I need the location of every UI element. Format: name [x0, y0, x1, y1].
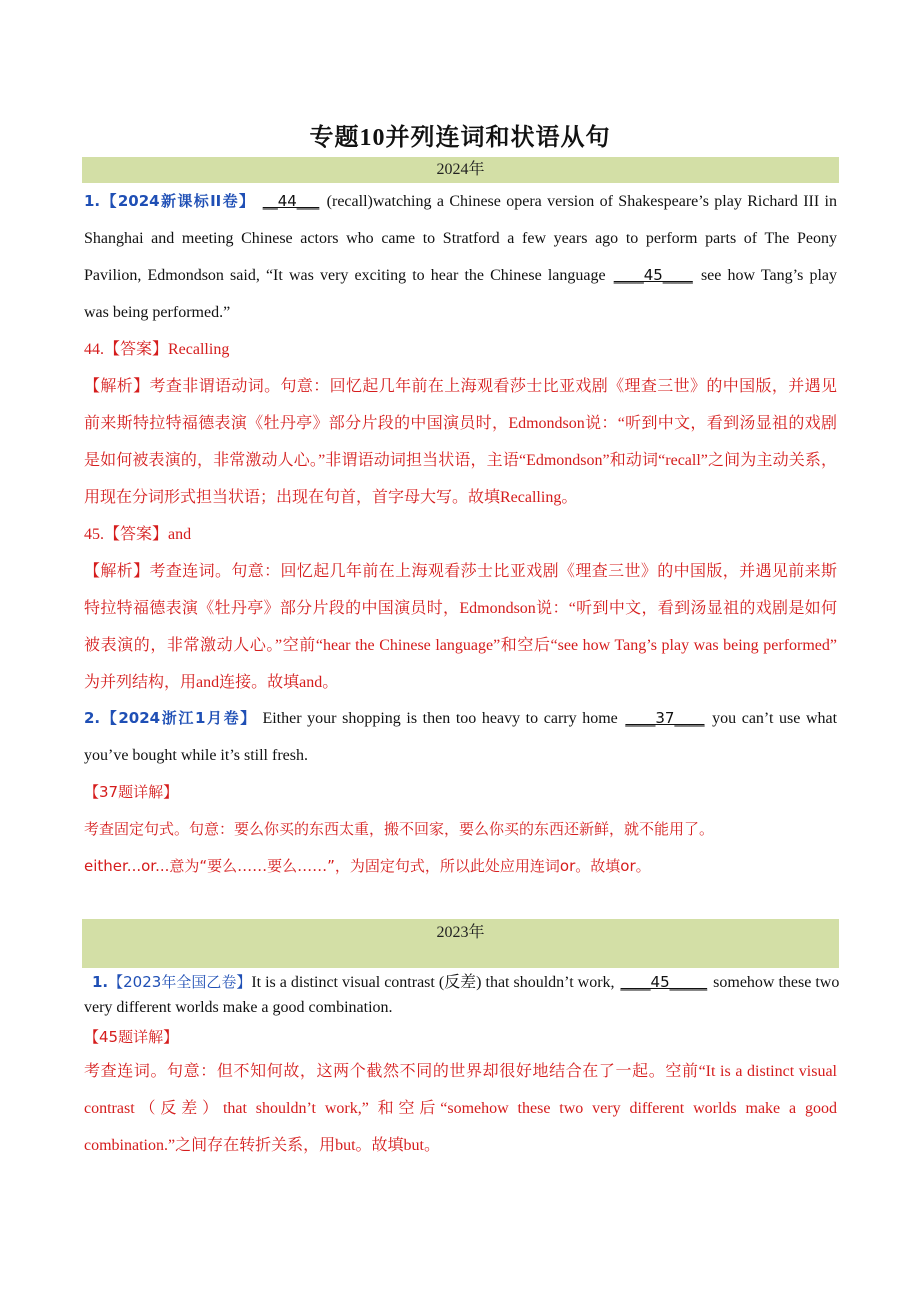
- explanation-heading: 【37题详解】: [84, 783, 179, 801]
- question-text: see how Tang’s play: [700, 267, 838, 284]
- explanation-heading: 【45题详解】: [84, 1028, 179, 1046]
- explanation-45: [84, 1021, 837, 1164]
- question-text: Either your shopping is then too heavy to carry home: [262, 710, 618, 727]
- analysis-line: 【解析】考查非谓语动词。句意：回忆起几年前在上海观看莎士比亚戏剧《理查三世》的中国版，并遇见: [84, 378, 837, 395]
- question-text: Pavilion, Edmondson said, “It was very exciting to hear the Chinese language: [84, 267, 606, 284]
- analysis-line: 【解析】考查连词。句意：回忆起几年前在上海观看莎士比亚戏剧《理查三世》的中国版，并遇见前来斯: [84, 563, 837, 580]
- question-text: (recall)watching a Chinese opera version of Shakespeare’s play Richard III in: [326, 193, 838, 210]
- explanation-line: 考查固定句式。句意：要么你买的东西太重，搬不回家，要么你买的东西还新鲜，就不能用了。: [84, 820, 715, 838]
- question-text-line: Shanghai and meeting Chinese actors who came to Stratford a few years ago to perform parts of The Peony: [84, 230, 837, 247]
- analysis-line: 用现在分词形式担当状语；出现在句首，首字母大写。故填Recalling。: [84, 489, 578, 506]
- year-header-2023: 2023年: [82, 919, 839, 968]
- question-2024-1: [84, 183, 837, 331]
- analysis-line: 特拉特福德表演《牡丹亭》部分片段的中国演员时，Edmondson说：“听到中文，看到汤显祖的戏剧是如何: [84, 600, 837, 617]
- question-number: 1.: [84, 192, 101, 210]
- answer-label: 45.【答案】and: [84, 526, 192, 543]
- explanation-37: [84, 774, 837, 885]
- analysis-line: 前来斯特拉特福德表演《牡丹亭》部分片段的中国演员时，Edmondson说：“听到中文，看到汤显祖的戏剧: [84, 415, 837, 432]
- question-number: 1.: [92, 973, 109, 991]
- analysis-line: 是如何被表演的，非常激动人心。”非谓语动词担当状语，主语“Edmondson”和动词“recall”之间为主动关系，: [84, 452, 837, 469]
- question-text-line: you’ve bought while it’s still fresh.: [84, 747, 308, 764]
- blank-37: ____37____: [625, 709, 705, 727]
- explanation-line: 考查连词。句意：但不知何故，这两个截然不同的世界却很好地结合在了一起。空前“It is a distinct visual: [84, 1063, 837, 1080]
- question-text: somehow these two: [713, 974, 840, 991]
- blank-45: ____45_____: [620, 973, 708, 991]
- question-2023-1: [84, 970, 840, 1020]
- analysis-line: 为并列结构，用and连接。故填and。: [84, 674, 339, 691]
- answer-label: 44.【答案】Recalling: [84, 341, 230, 358]
- blank-44: __44___: [262, 192, 320, 210]
- blank-45: ____45____: [613, 266, 693, 284]
- answer-44: [84, 331, 837, 516]
- question-2024-2: [84, 700, 837, 774]
- question-source: 【2023年全国乙卷】: [108, 973, 252, 991]
- page-title: 专题10并列连词和状语从句: [309, 125, 611, 151]
- question-text: you can’t use what: [712, 710, 838, 727]
- question-source: 【2024新课标II卷】: [100, 192, 256, 210]
- question-number: 2.: [84, 709, 101, 727]
- answer-45: [84, 516, 837, 701]
- analysis-line: 被表演的，非常激动人心。”空前“hear the Chinese language”和空后“see how Tang’s play was being performed”: [84, 637, 837, 654]
- explanation-line: either...or...意为“要么……要么……”，为固定句式，所以此处应用连词or。故填or。: [84, 857, 651, 875]
- year-header-2024: 2024年: [82, 157, 839, 183]
- question-text-line: was being performed.”: [84, 304, 231, 321]
- explanation-line: combination.”之间存在转折关系，用but。故填but。: [84, 1137, 440, 1154]
- question-source: 【2024浙江1月卷】: [100, 709, 257, 727]
- explanation-line: contrast（反差）that shouldn’t work,” 和空后“somehow these two very different worlds make a good: [84, 1100, 837, 1117]
- question-text-line: very different worlds make a good combination.: [84, 999, 393, 1016]
- question-text: It is a distinct visual contrast (反差) that shouldn’t work,: [251, 974, 615, 991]
